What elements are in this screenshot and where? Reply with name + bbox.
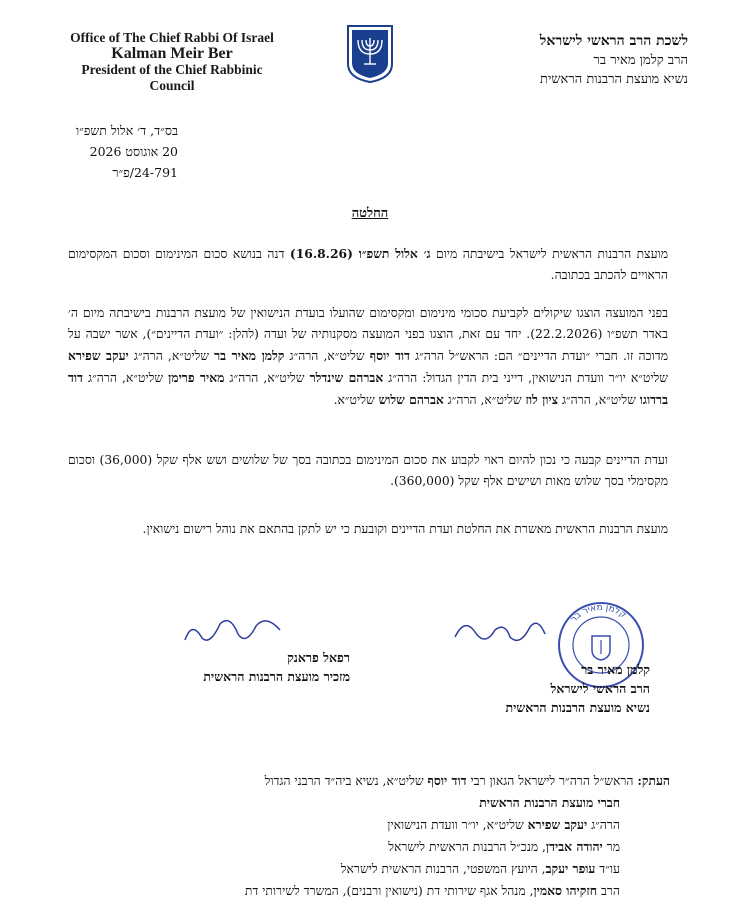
signature-block-secretary (150, 648, 350, 686)
p3-text: . (390, 474, 394, 488)
cc-list (50, 770, 670, 902)
p2-text: שליט״א. (333, 393, 379, 407)
p1-text-c: דנה בנושא סכום המינימום וסכום המקסימום הראויים להכתב בכתובה. (68, 247, 668, 282)
cc-line-5 (50, 858, 670, 880)
office-line-hebrew: לשכת הרב הראשי לישראל (539, 33, 688, 49)
state-emblem-icon (344, 24, 396, 84)
cc-line-3 (50, 814, 670, 836)
paragraph-4: מועצת הרבנות הראשית מאשרת את החלטת ועדת הדיינים וקובעת כי יש לתקן בהתאם את נוהל רישום נישואין. (142, 522, 668, 536)
p2-name: מאיר פרימן (168, 370, 225, 385)
signature-mark-icon (450, 612, 560, 652)
cc-label: העתק: (637, 773, 670, 788)
p2-text: שליט״א, הרה״ג (128, 349, 215, 363)
p2-name: אברהם שלוש (378, 392, 444, 407)
paragraph-1 (68, 243, 668, 286)
signature-mark-icon (180, 610, 290, 650)
cc-text: , מנכ״ל הרבנות הראשית לישראל (388, 840, 546, 854)
cc-text: הרה״ג (587, 818, 620, 832)
cc-text: הראש״ל הרה״ר לישראל הגאון רבי (466, 774, 638, 788)
p2-name: ציון לוז (525, 392, 559, 407)
cc-text: , מנהל אגף שירותי דת (נישואין ורבנים), המשרד לשירותי דת (244, 884, 534, 898)
letterhead-english (62, 30, 282, 94)
p2-text: שליט״א, הרה״ג (558, 393, 640, 407)
office-line: Office of The Chief Rabbi Of Israel (70, 30, 274, 45)
document-title: החלטה (351, 206, 389, 221)
p1-meeting-date: ג׳ אלול תשפ״ו (16.8.26) (289, 246, 431, 261)
paragraph-2 (68, 303, 668, 411)
cc-line-6 (50, 880, 670, 902)
rabbi-name-hebrew: הרב קלמן מאיר בר (593, 53, 688, 68)
president-line-hebrew: נשיא מועצת הרבנות הראשית (540, 72, 688, 87)
p2-name: יעקב שפירא (68, 348, 129, 363)
cc-group: חברי מועצת הרבנות הראשית (479, 795, 620, 810)
cc-name: יהודה אבידן (545, 839, 603, 854)
signer-title: מזכיר מועצת הרבנות הראשית (203, 669, 350, 684)
p2-text: שליט״א יו״ר וועדת הנישואין, דייני בית הדין הגדול: הרה״ג (383, 371, 669, 385)
cc-text: מר (602, 840, 620, 854)
p3-text: ועדת הדיינים קבעה כי נכון להיום ראוי לקבוע את סכום המינימום בכתובה בסך של שלושים ושש אלף שקל (152, 453, 668, 467)
p2-name: דוד ברדוגו (68, 370, 668, 407)
rabbi-name-english: Kalman Meir Ber (111, 45, 233, 62)
cc-line-1 (50, 770, 670, 792)
cc-name: יעקב שפירא (527, 817, 588, 832)
signer-title: נשיא מועצת הרבנות הראשית (505, 700, 650, 715)
p2-name: דוד יוסף (369, 348, 410, 363)
p3-text: וסכום מקסימלי בסך שלוש מאות ושישים אלף שקל (68, 453, 668, 488)
p2-text: שליט״א, הרה״ג (82, 371, 169, 385)
cc-line-4 (50, 836, 670, 858)
signature-block-chief-rabbi (430, 660, 650, 717)
cc-text: עו״ד (595, 862, 620, 876)
date-block (18, 120, 178, 183)
cc-text: שליט״א, יו״ר וועדת הנישואין (387, 818, 528, 832)
seal-label: קלמן מאיר בר (568, 602, 628, 625)
reference-number: 24-791/פ״ר (112, 165, 178, 180)
cc-name: עופר יעקב (545, 861, 596, 876)
p2-name: אברהם שינדלר (309, 370, 384, 385)
cc-name: דוד יוסף (427, 773, 467, 788)
cc-line-2 (50, 792, 670, 814)
p2-text: שליט״א, הרה״ג (284, 349, 370, 363)
p2-text: בפני המועצה הוצגו שיקולים לקביעת סכומי מינימום ומקסימום שהועלו בועדת הנישואין של מועצת הרבנות בישיבתה מיום ה׳ באדר תשפ״ו (22.2.2026). יחד עם זאת, הוצגו בפני המועצה מסקנותיה של ועדה (להלן: ״ועדת הדיינים״), אשר ישבה על מדוכה זו. חברי ״ועדת הדיינים״ הם: הראש״ל הרה״ג (68, 306, 668, 363)
paragraph-3 (68, 450, 668, 492)
hebrew-date: בס״ד, ד׳ אלול תשפ״ו (75, 123, 178, 138)
cc-text: שליט״א, נשיא ביה״ד הרבני הגדול (264, 774, 428, 788)
p3-maximum-amount: (360,000) (393, 474, 455, 488)
p3-minimum-amount: (36,000) (99, 453, 153, 467)
cc-name: חזקיהו סאמין (533, 883, 598, 898)
gregorian-date: 20 אוגוסט 2026 (89, 144, 178, 159)
p2-name: קלמן מאיר בר (214, 348, 285, 363)
letterhead-hebrew (448, 32, 688, 89)
president-line: President of the Chief Rabbinic Council (81, 62, 263, 93)
cc-text: הרב (597, 884, 620, 898)
cc-text: , היועץ המשפטי, הרבנות הראשית לישראל (340, 862, 546, 876)
p2-text: שליט״א, הרה״ג (443, 393, 526, 407)
signer-name: קלמן מאיר בר (581, 662, 650, 677)
p2-text: שליט״א, הרה״ג (224, 371, 310, 385)
signer-name: רפאל פראנק (287, 650, 350, 665)
p1-text-a: מועצת הרבנות הראשית לישראל בישיבתה מיום (430, 247, 668, 261)
signer-title: הרב הראשי לישראל (550, 681, 650, 696)
